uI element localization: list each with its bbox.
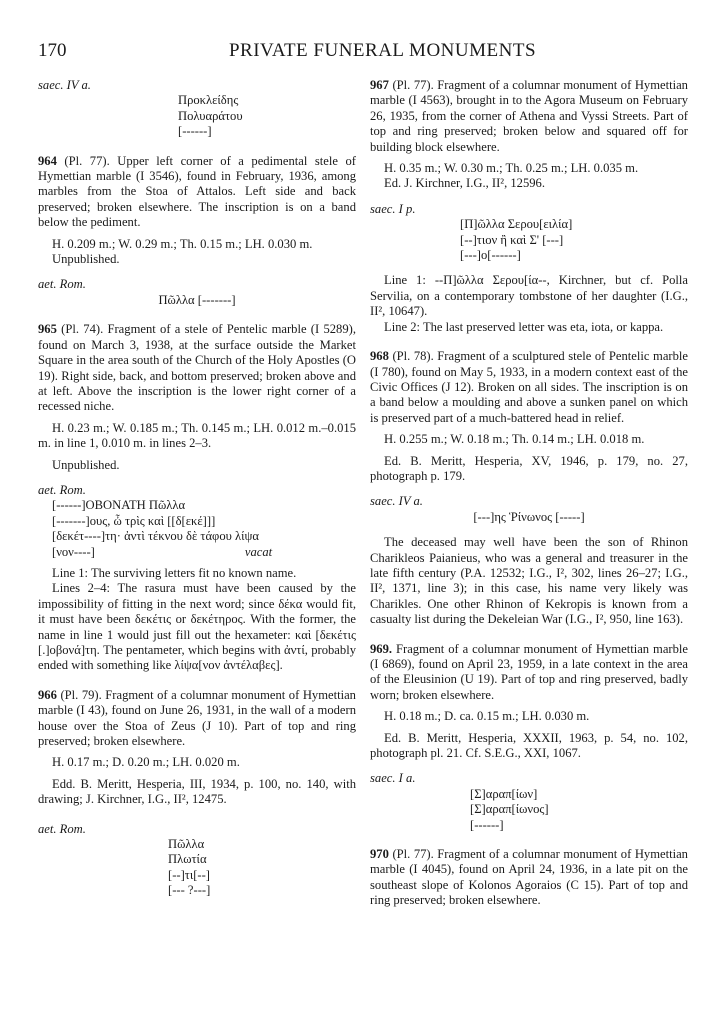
entry-text: (Pl. 74). Fragment of a stele of Pentelic marble (I 5289), found on March 3, 1938, at the surface outside the Market Square in the area south of the Church of the Holy Apostles (O 19). Right side, back, and bottom preserved; broken above and at left. Above the inscription is the lower right corner of a recessed niche.: [38, 322, 356, 414]
inscription-line: [---]ο[------]: [460, 248, 521, 263]
publication: Ed. B. Meritt, Hesperia, XXXII, 1963, p. 54, no. 102, photograph pl. 21. Cf. S.E.G., XXI, 1067.: [370, 730, 688, 761]
entry-text: (Pl. 78). Fragment of a sculptured stele of Pentelic marble (I 780), found on May 5, 1933, in a modern context east of the Civic Offices (J 12). Broken on all sides. The inscription is on a band below a moulding and above a sunken panel on which is preserved part of a much-battered head in relief.: [370, 349, 688, 425]
inscription-line: [Π]ῶλλα Σερου[ειλία]: [460, 217, 573, 232]
date-label: aet. Rom.: [38, 482, 86, 497]
inscription-line: [------]: [178, 124, 212, 139]
entry-text: Fragment of a columnar monument of Hymettian marble (I 6869), found on April 23, 1959, in a late context in the area of the Eleusinion (U 19). Part of top and ring preserved, badly worn; broken elsewhere.: [370, 641, 688, 702]
inscription-line: Πῶλλα: [168, 837, 205, 852]
inscription-text: [νον----]: [52, 544, 95, 559]
entry-968: [370, 349, 688, 426]
inscription: [470, 787, 688, 833]
inscription-line: [------]ΟΒΟΝΑΤΗ Πῶλλα: [52, 498, 186, 513]
dimensions: H. 0.35 m.; W. 0.30 m.; Th. 0.25 m.; LH. 0.035 m.: [384, 161, 639, 176]
left-column: [38, 78, 356, 899]
inscription-line: [--- ?---]: [168, 883, 211, 898]
entry-number: 965: [38, 322, 57, 337]
inscription-line: [-------]ους, ὦ τρὶς καὶ [[δ[εκέ]]]: [52, 513, 216, 528]
inscription-line: Πολυαράτου: [178, 108, 243, 123]
entry-967: [370, 78, 688, 155]
entry-970: [370, 847, 688, 909]
publication: Unpublished.: [52, 457, 120, 472]
entry-965: [38, 322, 356, 414]
entry-number: 969.: [370, 641, 393, 656]
date-label: aet. Rom.: [38, 821, 86, 836]
entry-text: (Pl. 77). Fragment of a columnar monument of Hymettian marble (I 4563), brought in to the Agora Museum on February 26, 1935, from the corner of Athena and Vyssi Streets. Part of top and ring preserved; broken below and squared off for building block elsewhere.: [370, 78, 688, 154]
inscription: [178, 93, 356, 139]
entry-number: 970: [370, 847, 389, 862]
dimensions: H. 0.209 m.; W. 0.29 m.; Th. 0.15 m.; LH. 0.030 m.: [52, 236, 313, 251]
entry-number: 964: [38, 153, 57, 168]
inscription-line: [--]τι[--]: [168, 867, 210, 882]
date-label: saec. I a.: [370, 771, 416, 786]
inscription-line: [δεκέτ----]τη· ἀντὶ τέκνου δὲ τάφου λίψα: [52, 529, 259, 544]
publication: Ed. B. Meritt, Hesperia, XV, 1946, p. 179, no. 27, photograph p. 179.: [370, 453, 688, 483]
entry-number: 967: [370, 78, 389, 92]
inscription-line: Προκλείδης: [178, 93, 239, 108]
commentary: Line 1: The surviving letters fit no known name.: [52, 565, 297, 580]
running-head: PRIVATE FUNERAL MONUMENTS: [228, 40, 537, 61]
inscription-line: [---]ης Ῥίνωνος [-----]: [473, 509, 585, 524]
inscription-line: [Σ]αραπ[ίωνος]: [470, 802, 549, 817]
commentary: Line 2: The last preserved letter was eta, iota, or kappa.: [384, 319, 664, 334]
date-label: saec. IV a.: [370, 494, 423, 509]
commentary: The deceased may well have been the son of Rhinon Charikleos Paianieus, who was a general and treasurer in the late fifth century (P.A. 12532; I.G., I², 302, lines 26–27; I.G., II², 1371, line 3); in this case, his name very likely was Charikles. One other Rhinon of Kekropis is known from a casualty list during the Dekeleian War (I.G., I², 950, line 163).: [370, 535, 688, 627]
page-number: 170: [38, 40, 67, 61]
entry-text: (Pl. 77). Upper left corner of a pedimental stele of Hymettian marble (I 3546), found in February, 1936, among marbles from the Stoa of Attalos. Left side and back preserved; broken elsewhere. The inscription is on a band below the pediment.: [38, 153, 356, 230]
inscription-line: Πλωτία: [168, 852, 207, 867]
inscription-line: [--]τιον ἢ καὶ Σ' [---]: [460, 232, 564, 247]
inscription: [168, 837, 356, 899]
inscription-line: [Σ]αραπ[ίων]: [470, 786, 538, 801]
page-header: [38, 40, 687, 70]
date-label: saec. IV a.: [38, 78, 91, 92]
inscription-line: [------]: [470, 817, 504, 832]
entry-964: [38, 154, 356, 231]
inscription-line: [52, 545, 356, 560]
inscription-line: Πῶλλα [-------]: [158, 292, 236, 307]
inscription: [52, 498, 356, 560]
dimensions: H. 0.17 m.; D. 0.20 m.; LH. 0.020 m.: [52, 755, 240, 770]
entry-text: (Pl. 77). Fragment of a columnar monument of Hymettian marble (I 4045), found on April 24, 1936, in a late pit on the southeast slope of Kolonos Agoraios (C 15). Part of top and ring preserved; broken elsewhere.: [370, 847, 688, 908]
entry-969: [370, 642, 688, 704]
publication: Unpublished.: [52, 252, 120, 267]
dimensions: H. 0.255 m.; W. 0.18 m.; Th. 0.14 m.; LH. 0.018 m.: [384, 432, 645, 447]
dimensions: H. 0.18 m.; D. ca. 0.15 m.; LH. 0.030 m.: [384, 709, 590, 724]
entry-number: 966: [38, 687, 57, 702]
date-label: aet. Rom.: [38, 277, 86, 292]
entry-text: (Pl. 79). Fragment of a columnar monument of Hymettian marble (I 43), found on June 26, 1931, in the wall of a modern house over the Stoa of Zeus (J 10). Part of top and ring preserved; broken elsewhere.: [38, 687, 356, 749]
entry-number: 968: [370, 349, 389, 364]
commentary: Lines 2–4: The rasura must have been caused by the impossibility of fitting in the next word; since δέκα would fit, it must have been δεκέτις or δεκέτηρος. With the former, the name in line 1 would just fill out the hexameter: καὶ [δεκέτις [.]οβονά]τη. The pentameter, which begins with ἀντί, probably ended with something like λίψα[νον ἀντέλαβες].: [38, 581, 356, 673]
dimensions: H. 0.23 m.; W. 0.185 m.; Th. 0.145 m.; LH. 0.012 m.–0.015 m. in line 1, 0.010 m. in lines 2–3.: [38, 420, 356, 451]
entry-966: [38, 688, 356, 750]
right-column: [370, 78, 688, 909]
vacat-label: vacat: [244, 544, 273, 559]
inscription: [460, 217, 688, 263]
commentary: Line 1: --Π]ῶλλα Σερου[ία--, Kirchner, but cf. Polla Servilia, on a contemporary tombstone of her daughter (I.G., II², 10647).: [370, 273, 688, 319]
publication: Ed. J. Kirchner, I.G., II², 12596.: [384, 176, 546, 191]
publication: Edd. B. Meritt, Hesperia, III, 1934, p. 100, no. 140, with drawing; J. Kirchner, I.G., II², 12475.: [38, 776, 356, 807]
date-label: saec. I p.: [370, 201, 416, 216]
